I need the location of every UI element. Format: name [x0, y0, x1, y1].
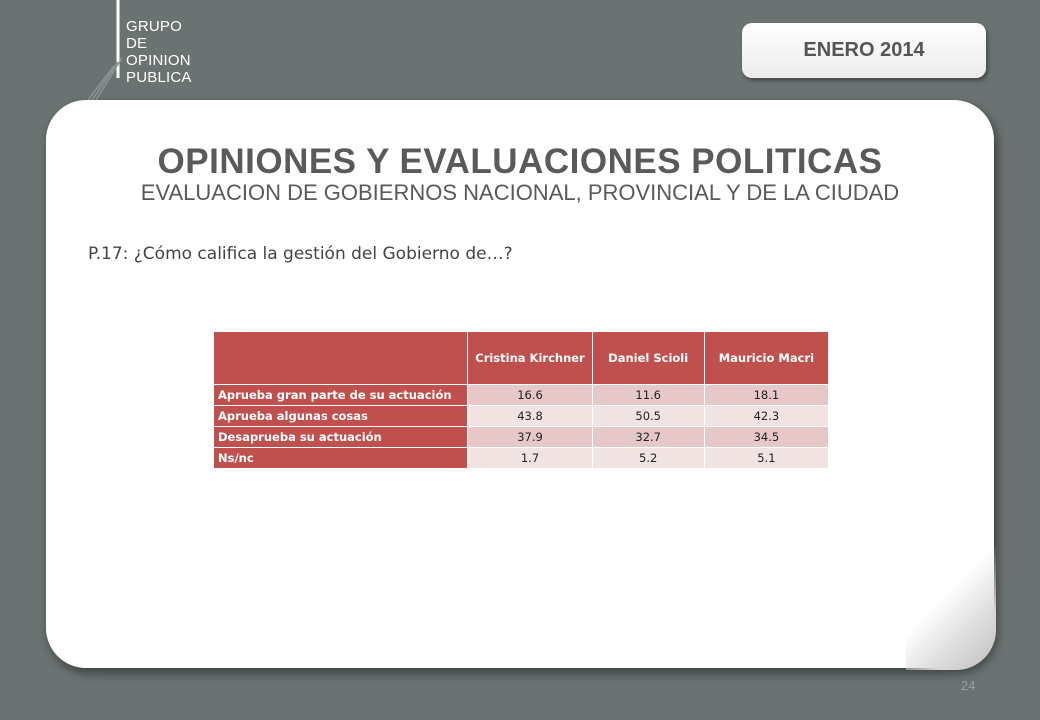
page-number: 24 [961, 678, 976, 693]
date-badge: ENERO 2014 [742, 23, 986, 78]
table-cell: 50.5 [592, 406, 704, 427]
row-label: Aprueba algunas cosas [214, 406, 468, 427]
logo-line-2: DE [126, 35, 148, 52]
row-label: Aprueba gran parte de su actuación [214, 385, 468, 406]
page-subtitle: EVALUACION DE GOBIERNOS NACIONAL, PROVINCIAL Y DE LA CIUDAD [140, 180, 900, 205]
header-cristina-kirchner: Cristina Kirchner [468, 332, 592, 385]
logo-line-4: PUBLICA [126, 69, 192, 86]
logo-lines-icon [88, 0, 128, 100]
table-cell: 37.9 [468, 427, 592, 448]
logo-text [126, 18, 192, 86]
table-row [214, 406, 829, 427]
table-cell: 1.7 [468, 448, 592, 469]
table-cell: 18.1 [704, 385, 828, 406]
table-cell: 5.1 [704, 448, 828, 469]
table-row [214, 385, 829, 406]
header-daniel-scioli: Daniel Scioli [592, 332, 704, 385]
table-header-row [214, 332, 829, 385]
survey-question: P.17: ¿Cómo califica la gestión del Gobierno de…? [88, 244, 513, 264]
page-curl-decoration [906, 530, 996, 670]
results-table [213, 331, 829, 469]
header-mauricio-macri: Mauricio Macri [704, 332, 828, 385]
header-empty-cell [214, 332, 468, 385]
table-cell: 43.8 [468, 406, 592, 427]
table-cell: 16.6 [468, 385, 592, 406]
table-cell: 34.5 [704, 427, 828, 448]
table-cell: 11.6 [592, 385, 704, 406]
table-row [214, 448, 829, 469]
table-cell: 42.3 [704, 406, 828, 427]
row-label: Desaprueba su actuación [214, 427, 468, 448]
table-row [214, 427, 829, 448]
row-label: Ns/nc [214, 448, 468, 469]
logo-line-1: GRUPO [126, 18, 183, 35]
table-cell: 32.7 [592, 427, 704, 448]
table-cell: 5.2 [592, 448, 704, 469]
page-title: OPINIONES Y EVALUACIONES POLITICAS [157, 142, 883, 181]
grupo-opinion-publica-logo [88, 0, 208, 100]
logo-line-3: OPINION [126, 52, 191, 69]
